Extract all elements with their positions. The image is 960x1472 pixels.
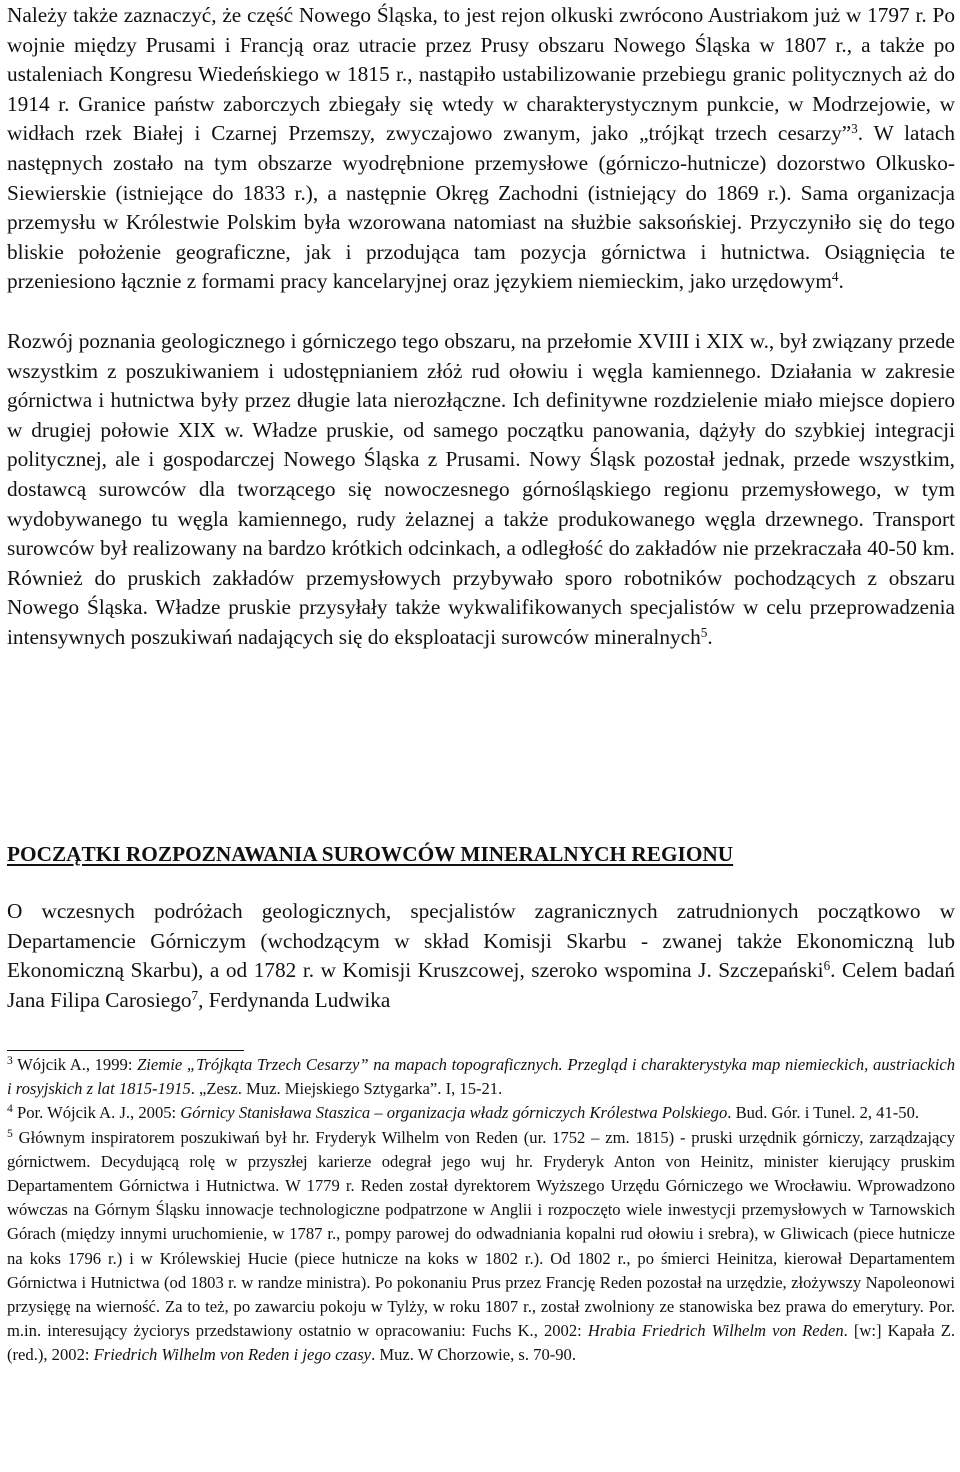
footnote-text: . [w:] Kapała Z. (red.), 2002: bbox=[7, 1321, 955, 1365]
footnote-text: . Bud. Gór. i Tunel. 2, 41-50. bbox=[727, 1103, 920, 1123]
paragraph-text: . Celem badań Jana Filipa Carosiego bbox=[7, 958, 955, 1012]
footnote-4 bbox=[7, 1101, 955, 1125]
footnote-ref-6[interactable]: 6 bbox=[823, 957, 831, 973]
footnote-number: 5 bbox=[7, 1126, 13, 1140]
document-page bbox=[7, 0, 955, 1365]
paragraph-geology-history bbox=[7, 327, 955, 653]
footnote-text: . „Zesz. Muz. Miejskiego Sztygarka”. I, 15-21. bbox=[190, 1079, 503, 1099]
footnote-text: Por. Wójcik A. J., 2005: bbox=[12, 1103, 181, 1123]
paragraph-text: . bbox=[838, 269, 844, 294]
footnote-title: Friedrich Wilhelm von Reden i jego czasy bbox=[93, 1345, 372, 1365]
paragraph-borders bbox=[7, 1, 955, 297]
footnote-number: 4 bbox=[7, 1102, 13, 1116]
footnote-text: Wójcik A., 1999: bbox=[12, 1055, 138, 1074]
paragraph-text: . W latach następnych zostało na tym obszarze wyodrębnione przemysłowe (górniczo-hutnicze) dozorstwo Olkusko-Siewierskie (istniejące do 1833 r.), a następnie Okręg Zachodni (istniejący do 1869 r.). Sama organizacja przemysłu w Królestwie Polskim była wzorowana natomiast na służbie saksońskiej. Przyczyniło się do tego bliskie położenie geograficzne, jak i przodująca tam pozycja górnictwa i hutnictwa. Osiągnięcia te przeniesiono łącznie z formami pracy kancelaryjnej oraz językiem niemieckim, jako urzędowym bbox=[7, 121, 955, 294]
paragraph-text: , Ferdynanda Ludwika bbox=[198, 987, 391, 1012]
footnote-ref-7[interactable]: 7 bbox=[191, 987, 199, 1003]
paragraph-text: . bbox=[707, 624, 713, 649]
paragraph-text: Należy także zaznaczyć, że część Nowego Śląska, to jest rejon olkuski zwrócono Austriakom już w 1797 r. Po wojnie między Prusami i Francją oraz utracie przez Prusy obszaru Nowego Śląska w 1807 r., a także po ustaleniach Kongresu Wiedeńskiego w 1815 r., nastąpiło ustabilizowanie przebiegu granic politycznych aż do 1914 r. Granice państw zaborczych zbiegały się wtedy w charakterystycznym punkcie, w Modrzejowie, w widłach rzek Białej i Czarnej Przemszy, zwyczajowo zwanym, jako „trójkąt trzech cesarzy” bbox=[7, 3, 955, 146]
footnote-ref-3[interactable]: 3 bbox=[851, 121, 858, 137]
footnote-separator bbox=[7, 1050, 244, 1051]
footnote-text: Głównym inspiratorem poszukiwań był hr. Fryderyk Wilhelm von Reden (ur. 1752 – zm. 1815) - pruski urzędnik górniczy, zarządzający górnictwem. Decydującą rolę w przyszłej karierze odegrał jego wuj hr. Fryderyk Anton von Heinitz, minister kierujący pruskim Departamentem Górnictwa i Hutnictwa. W 1779 r. Reden został dyrektorem Wyższego Urzędu Górniczego we Wrocławiu. Wprowadzono wówczas na Górnym Śląsku innowacje technologiczne podpatrzone w Anglii i rozpoczęto wiele inwestycji przemysłowych w Tarnowskich Górach (między innymi uruchomienie, w 1787 r., pompy parowej do odwadniania kopalni rud ołowiu i srebra), w Gliwicach (piece hutnicze na koks 1796 r.) i w Królewskiej Hucie (piece hutnicze na koks w 1802 r.). Od 1802 r., po śmierci Heinitza, kierował Departamentem Górnictwa i Hutnictwa (od 1803 r. w randze ministra). Po pokonaniu Prus przez Francję Reden pozostał na urzędzie, złożywszy Napoleonowi przysięgę na wierność. Za to też, po zawarciu pokoju w Tylży, w roku 1807 r., został zwolniony ze stanowiska bez prawa do emerytury. Por. m.in. interesujący życiorys przedstawiony ostatnio w opracowaniu: Fuchs K., 2002: bbox=[7, 1127, 955, 1341]
footnote-ref-5[interactable]: 5 bbox=[700, 624, 708, 640]
footnote-ref-4[interactable]: 4 bbox=[831, 269, 839, 285]
section-heading: POCZĄTKI ROZPOZNAWANIA SUROWCÓW MINERALNYCH REGIONU bbox=[7, 842, 734, 866]
footnote-title: Ziemie „Trójkąta Trzech Cesarzy” na mapach topograficznych. Przegląd i charakterystyka map niemieckich, austriackich i rosyjskich z lat 1815-1915 bbox=[7, 1055, 955, 1099]
footnote-5 bbox=[7, 1126, 955, 1368]
paragraph-text: O wczesnych podróżach geologicznych, specjalistów zagranicznych zatrudnionych początkowo w Departamencie Górniczym (wchodzącym w skład Komisji Skarbu - zwanej także Ekonomiczną lub Ekonomiczną Skarbu), a od 1782 r. w Komisji Kruszcowej, szeroko wspomina J. Szczepański bbox=[7, 899, 955, 983]
footnote-title: Górnicy Stanisława Staszica – organizacja władz górniczych Królestwa Polskiego bbox=[180, 1103, 728, 1123]
paragraph-early-travels bbox=[7, 897, 955, 1015]
footnote-title: Hrabia Friedrich Wilhelm von Reden bbox=[587, 1321, 844, 1341]
footnote-3 bbox=[7, 1053, 955, 1101]
footnote-number: 3 bbox=[7, 1054, 13, 1068]
paragraph-text: Rozwój poznania geologicznego i górniczego tego obszaru, na przełomie XVIII i XIX w., był związany przede wszystkim z poszukiwaniem i udostępnianiem złóż rud ołowiu i węgla kamiennego. Działania w zakresie górnictwa i hutnictwa były przez długie lata nierozłączne. Ich definitywne rozdzielenie miało miejsce dopiero w drugiej połowie XIX w. Władze pruskie, od samego początku panowania, dążyły do szybkiej integracji politycznej, ale i gospodarczej Nowego Śląska z Prusami. Nowy Śląsk pozostał jednak, przede wszystkim, dostawcą surowców dla tworzącego się nowoczesnego górnośląskiego regionu przemysłowego, w tym wydobywanego tu węgla kamiennego, rudy żelaznej a także produkowanego węgla drzewnego. Transport surowców był realizowany na bardzo krótkich odcinkach, a odległość do zakładów nie przekraczała 40-50 km. Również do pruskich zakładów przemysłowych przybywało sporo robotników pochodzących z obszaru Nowego Śląska. Władze pruskie przysyłały także wykwalifikowanych specjalistów w celu przeprowadzenia intensywnych poszukiwań nadających się do eksploatacji surowców mineralnych bbox=[7, 328, 955, 649]
footnote-text: . Muz. W Chorzowie, s. 70-90. bbox=[371, 1345, 577, 1365]
footnotes bbox=[7, 1053, 955, 1368]
